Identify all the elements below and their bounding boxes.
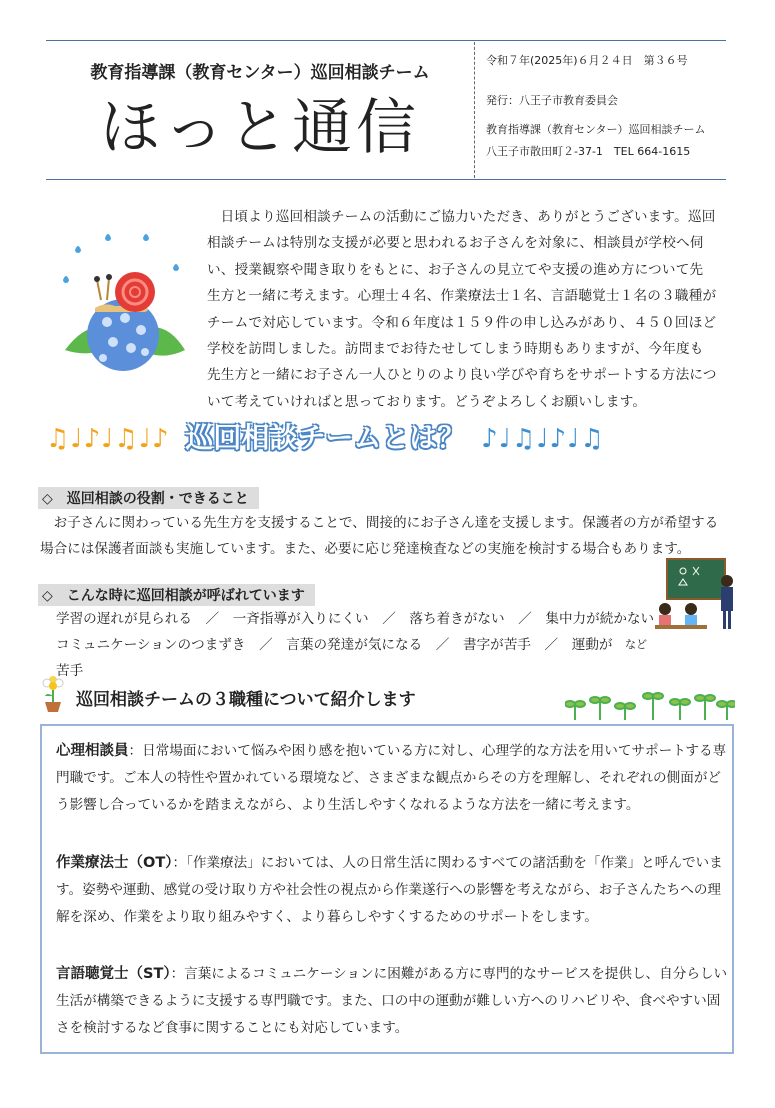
- cases-line-2: コミュニケーションのつまずき ／ 言葉の発達が気になる ／ 書字が苦手 ／ 運動が苦手: [56, 637, 613, 679]
- role-psychologist: [56, 738, 728, 819]
- header-department: 教育指導課（教育センター）巡回相談チーム: [90, 63, 430, 83]
- role-description: ：日常場面において悩みや困り感を抱いている方に対し、心理学的な方法を用いてサポートする専門職です。ご本人の特性や置かれている環境など、さまざまな観点からその方を理解し、それぞれの側面がどう影響し合っているかを踏まえながら、より生活しやすくなれるような方法を一緒に考えます。: [56, 743, 727, 813]
- team-name: 教育指導課（教育センター）巡回相談チーム: [486, 123, 706, 136]
- header-divider: [474, 42, 475, 178]
- role-section-body: お子さんに関わっている先生方を支援することで、間接的にお子さん達を支援します。保護者の方が希望する場合には保護者面談も実施しています。また、必要に応じ発達検査などの実施を検討する場合もあります。: [40, 515, 719, 557]
- intro-paragraph: 日頃より巡回相談チームの活動にご協力いただき、ありがとうございます。巡回相談チームは特別な支援が必要と思われるお子さんを対象に、相談員が学校へ伺い、授業観察や聞き取りをもとに、お子さんの見立てや支援の進め方について先生方と一緒に考えます。心理士４名、作業療法士１名、言語聴覚士１名の３職種がチームで対応しています。令和６年度は１５９件の申し込みがあり、４５０回ほど学校を訪問しました。訪問までお待たせしてしまう時期もありますが、今年度も先生方と一緒にお子さん一人ひとりのより良い学びや育ちをサポートする方法について考えていければと思っております。どうぞよろしくお願いします。: [207, 209, 717, 410]
- address: 八王子市散田町２-37-1 TEL 664-1615: [486, 145, 691, 158]
- snail-hydrangea-illustration: [55, 230, 195, 380]
- flower-pot-icon: [38, 672, 68, 714]
- header-bottom-rule: [46, 179, 726, 180]
- music-notes-left: ♫♩♪♩♫♩♪: [46, 424, 170, 454]
- role-name: 心理相談員: [56, 743, 129, 759]
- sprouts-decoration: [565, 684, 735, 722]
- role-section-heading: ◇ 巡回相談の役割・できること: [38, 487, 259, 509]
- cases-section-heading: ◇ こんな時に巡回相談が呼ばれています: [38, 584, 315, 606]
- role-description: ：「作業療法」においては、人の日常生活に関わるすべての諸活動を「作業」と呼んでいます。姿勢や運動、感覚の受け取り方や社会性の視点から作業遂行への影響を考えながら、お子さんたちへの理解を深め、作業をより取り組みやすく、より暮らしやすくするためのサポートをします。: [56, 855, 723, 925]
- role-name: 作業療法士（OT）: [56, 855, 173, 871]
- role-description: ：言葉によるコミュニケーションに困難がある方に専門的なサービスを提供し、自分らしい生活が構築できるように支援する専門職です。また、口の中の運動が難しい方へのリハビリや、食べやすい固さを検討するなど食事に関することにも対応しています。: [56, 966, 728, 1036]
- role-name: 言語聴覚士（ST）: [56, 966, 171, 982]
- role-occupational-therapist: [56, 850, 728, 931]
- role-speech-therapist: [56, 961, 728, 1042]
- section-banner: [46, 416, 736, 460]
- team-section-heading: 巡回相談チームの３職種について紹介します: [76, 690, 416, 710]
- cases-suffix: など: [625, 638, 647, 651]
- publisher: 発行：八王子市教育委員会: [486, 94, 618, 107]
- teacher-classroom-illustration: [655, 557, 755, 637]
- banner-title: 巡回相談チームとは？: [185, 421, 466, 454]
- cases-line-1: 学習の遅れが見られる ／ 一斉指導が入りにくい ／ 落ち着きがない ／ 集中力が続かない: [56, 611, 655, 627]
- issue-date: 令和７年(2025年)６月２４日 第３６号: [486, 54, 688, 67]
- newsletter-title: ほっと通信: [100, 93, 420, 163]
- music-notes-right: ♪♩♫♩♪♩♫: [481, 424, 605, 454]
- header-top-rule: [46, 40, 726, 41]
